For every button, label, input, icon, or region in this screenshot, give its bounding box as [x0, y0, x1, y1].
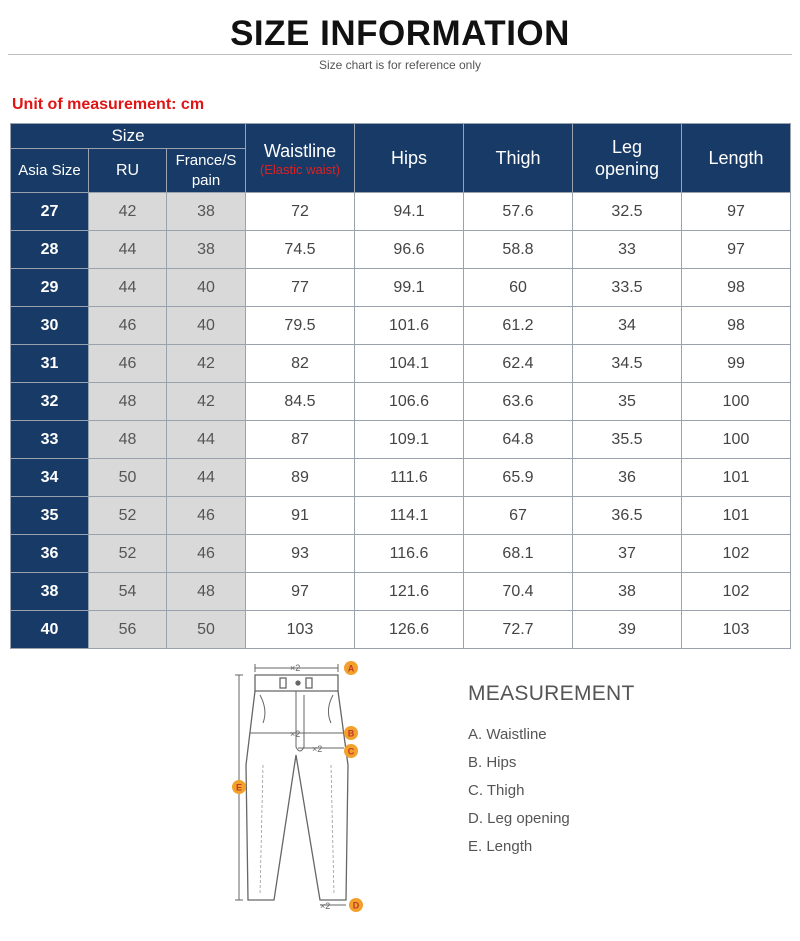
table-cell: 42: [89, 193, 167, 231]
table-cell: 58.8: [464, 231, 573, 269]
table-cell: 96.6: [355, 231, 464, 269]
table-cell: 38: [167, 193, 246, 231]
table-cell: 98: [682, 269, 791, 307]
table-cell: 46: [89, 345, 167, 383]
col-ru: RU: [89, 149, 167, 193]
marker-c: C: [347, 746, 355, 757]
table-cell: 97: [682, 231, 791, 269]
table-cell: 34: [11, 459, 89, 497]
measurement-list: [468, 724, 570, 864]
table-row: [11, 231, 791, 269]
table-cell: 82: [246, 345, 355, 383]
table-cell: 28: [11, 231, 89, 269]
table-cell: 97: [682, 193, 791, 231]
table-cell: 40: [167, 307, 246, 345]
table-cell: 99: [682, 345, 791, 383]
table-row: [11, 421, 791, 459]
table-cell: 48: [89, 383, 167, 421]
table-cell: 40: [167, 269, 246, 307]
measurement-item-thigh: C. Thigh: [468, 782, 525, 799]
table-cell: 126.6: [355, 611, 464, 649]
table-cell: 36.5: [573, 497, 682, 535]
table-cell: 30: [11, 307, 89, 345]
table-cell: 114.1: [355, 497, 464, 535]
table-cell: 91: [246, 497, 355, 535]
table-cell: 52: [89, 535, 167, 573]
table-cell: 52: [89, 497, 167, 535]
col-leg-opening: Leg opening: [573, 124, 682, 193]
table-cell: 101.6: [355, 307, 464, 345]
table-row: [11, 193, 791, 231]
elastic-waist-note: (Elastic waist): [259, 161, 341, 177]
table-cell: 111.6: [355, 459, 464, 497]
table-cell: 98: [682, 307, 791, 345]
table-cell: 40: [11, 611, 89, 649]
table-cell: 39: [573, 611, 682, 649]
col-length: Length: [682, 124, 791, 193]
table-cell: 34.5: [573, 345, 682, 383]
table-cell: 103: [682, 611, 791, 649]
marker-b: B: [347, 728, 355, 739]
table-cell: 36: [11, 535, 89, 573]
table-cell: 63.6: [464, 383, 573, 421]
table-cell: 102: [682, 535, 791, 573]
table-cell: 101: [682, 459, 791, 497]
measurement-heading: MEASUREMENT: [468, 682, 635, 705]
table-cell: 31: [11, 345, 89, 383]
table-cell: 38: [573, 573, 682, 611]
table-row: [11, 307, 791, 345]
col-thigh: Thigh: [464, 124, 573, 193]
x2-label-b: ×2: [290, 729, 301, 739]
subtitle: Size chart is for reference only: [318, 58, 482, 72]
table-cell: 46: [167, 535, 246, 573]
table-row: [11, 497, 791, 535]
marker-e: E: [235, 782, 243, 793]
table-row: [11, 459, 791, 497]
table-cell: 72.7: [464, 611, 573, 649]
table-cell: 101: [682, 497, 791, 535]
table-cell: 35: [11, 497, 89, 535]
measurement-item-waistline: A. Waistline: [468, 726, 547, 743]
table-cell: 67: [464, 497, 573, 535]
marker-d: D: [352, 900, 360, 911]
table-row: [11, 535, 791, 573]
table-cell: 84.5: [246, 383, 355, 421]
table-cell: 33.5: [573, 269, 682, 307]
table-cell: 74.5: [246, 231, 355, 269]
col-waistline-label: Waistline: [263, 140, 337, 161]
table-cell: 56: [89, 611, 167, 649]
table-cell: 65.9: [464, 459, 573, 497]
table-cell: 77: [246, 269, 355, 307]
table-cell: 50: [167, 611, 246, 649]
x2-label-d: ×2: [320, 901, 331, 911]
table-cell: 79.5: [246, 307, 355, 345]
table-cell: 34: [573, 307, 682, 345]
marker-a: A: [347, 663, 355, 674]
table-cell: 27: [11, 193, 89, 231]
table-cell: 62.4: [464, 345, 573, 383]
table-cell: 102: [682, 573, 791, 611]
table-cell: 100: [682, 383, 791, 421]
table-cell: 46: [167, 497, 246, 535]
table-cell: 33: [11, 421, 89, 459]
col-waistline: [246, 124, 355, 193]
table-cell: 93: [246, 535, 355, 573]
title-divider: [8, 54, 792, 55]
table-row: [11, 573, 791, 611]
pants-diagram: [228, 655, 378, 925]
table-cell: 57.6: [464, 193, 573, 231]
table-cell: 100: [682, 421, 791, 459]
table-cell: 42: [167, 345, 246, 383]
table-cell: 32.5: [573, 193, 682, 231]
col-asia-size: Asia Size: [11, 149, 89, 193]
table-cell: 33: [573, 231, 682, 269]
table-cell: 103: [246, 611, 355, 649]
table-cell: 32: [11, 383, 89, 421]
table-cell: 116.6: [355, 535, 464, 573]
table-cell: 87: [246, 421, 355, 459]
table-cell: 60: [464, 269, 573, 307]
table-cell: 35.5: [573, 421, 682, 459]
table-row: [11, 383, 791, 421]
table-cell: 38: [11, 573, 89, 611]
table-cell: 72: [246, 193, 355, 231]
table-cell: 42: [167, 383, 246, 421]
x2-label-a: ×2: [290, 663, 301, 673]
size-group-header: Size: [11, 124, 246, 149]
table-cell: 44: [167, 459, 246, 497]
table-cell: 38: [167, 231, 246, 269]
table-cell: 99.1: [355, 269, 464, 307]
table-cell: 94.1: [355, 193, 464, 231]
table-cell: 61.2: [464, 307, 573, 345]
table-cell: 35: [573, 383, 682, 421]
table-cell: 36: [573, 459, 682, 497]
measurement-item-length: E. Length: [468, 838, 533, 855]
table-cell: 37: [573, 535, 682, 573]
table-cell: 64.8: [464, 421, 573, 459]
table-cell: 44: [89, 269, 167, 307]
table-cell: 46: [89, 307, 167, 345]
measurement-item-hips: B. Hips: [468, 754, 517, 771]
table-cell: 89: [246, 459, 355, 497]
col-france-spain: France/S pain: [167, 149, 246, 193]
table-cell: 54: [89, 573, 167, 611]
table-cell: 109.1: [355, 421, 464, 459]
col-hips: Hips: [355, 124, 464, 193]
table-cell: 44: [89, 231, 167, 269]
table-cell: 48: [89, 421, 167, 459]
table-cell: 106.6: [355, 383, 464, 421]
table-cell: 97: [246, 573, 355, 611]
table-cell: 29: [11, 269, 89, 307]
table-cell: 48: [167, 573, 246, 611]
page-title: SIZE INFORMATION: [230, 14, 570, 53]
table-row: [11, 269, 791, 307]
table-cell: 68.1: [464, 535, 573, 573]
size-table: [10, 123, 791, 649]
table-row: [11, 611, 791, 649]
table-row: [11, 345, 791, 383]
table-cell: 121.6: [355, 573, 464, 611]
table-cell: 104.1: [355, 345, 464, 383]
table-cell: 70.4: [464, 573, 573, 611]
x2-label-c: ×2: [312, 744, 323, 754]
table-cell: 50: [89, 459, 167, 497]
unit-label: Unit of measurement: cm: [12, 96, 205, 113]
measurement-item-leg-opening: D. Leg opening: [468, 810, 570, 827]
table-cell: 44: [167, 421, 246, 459]
